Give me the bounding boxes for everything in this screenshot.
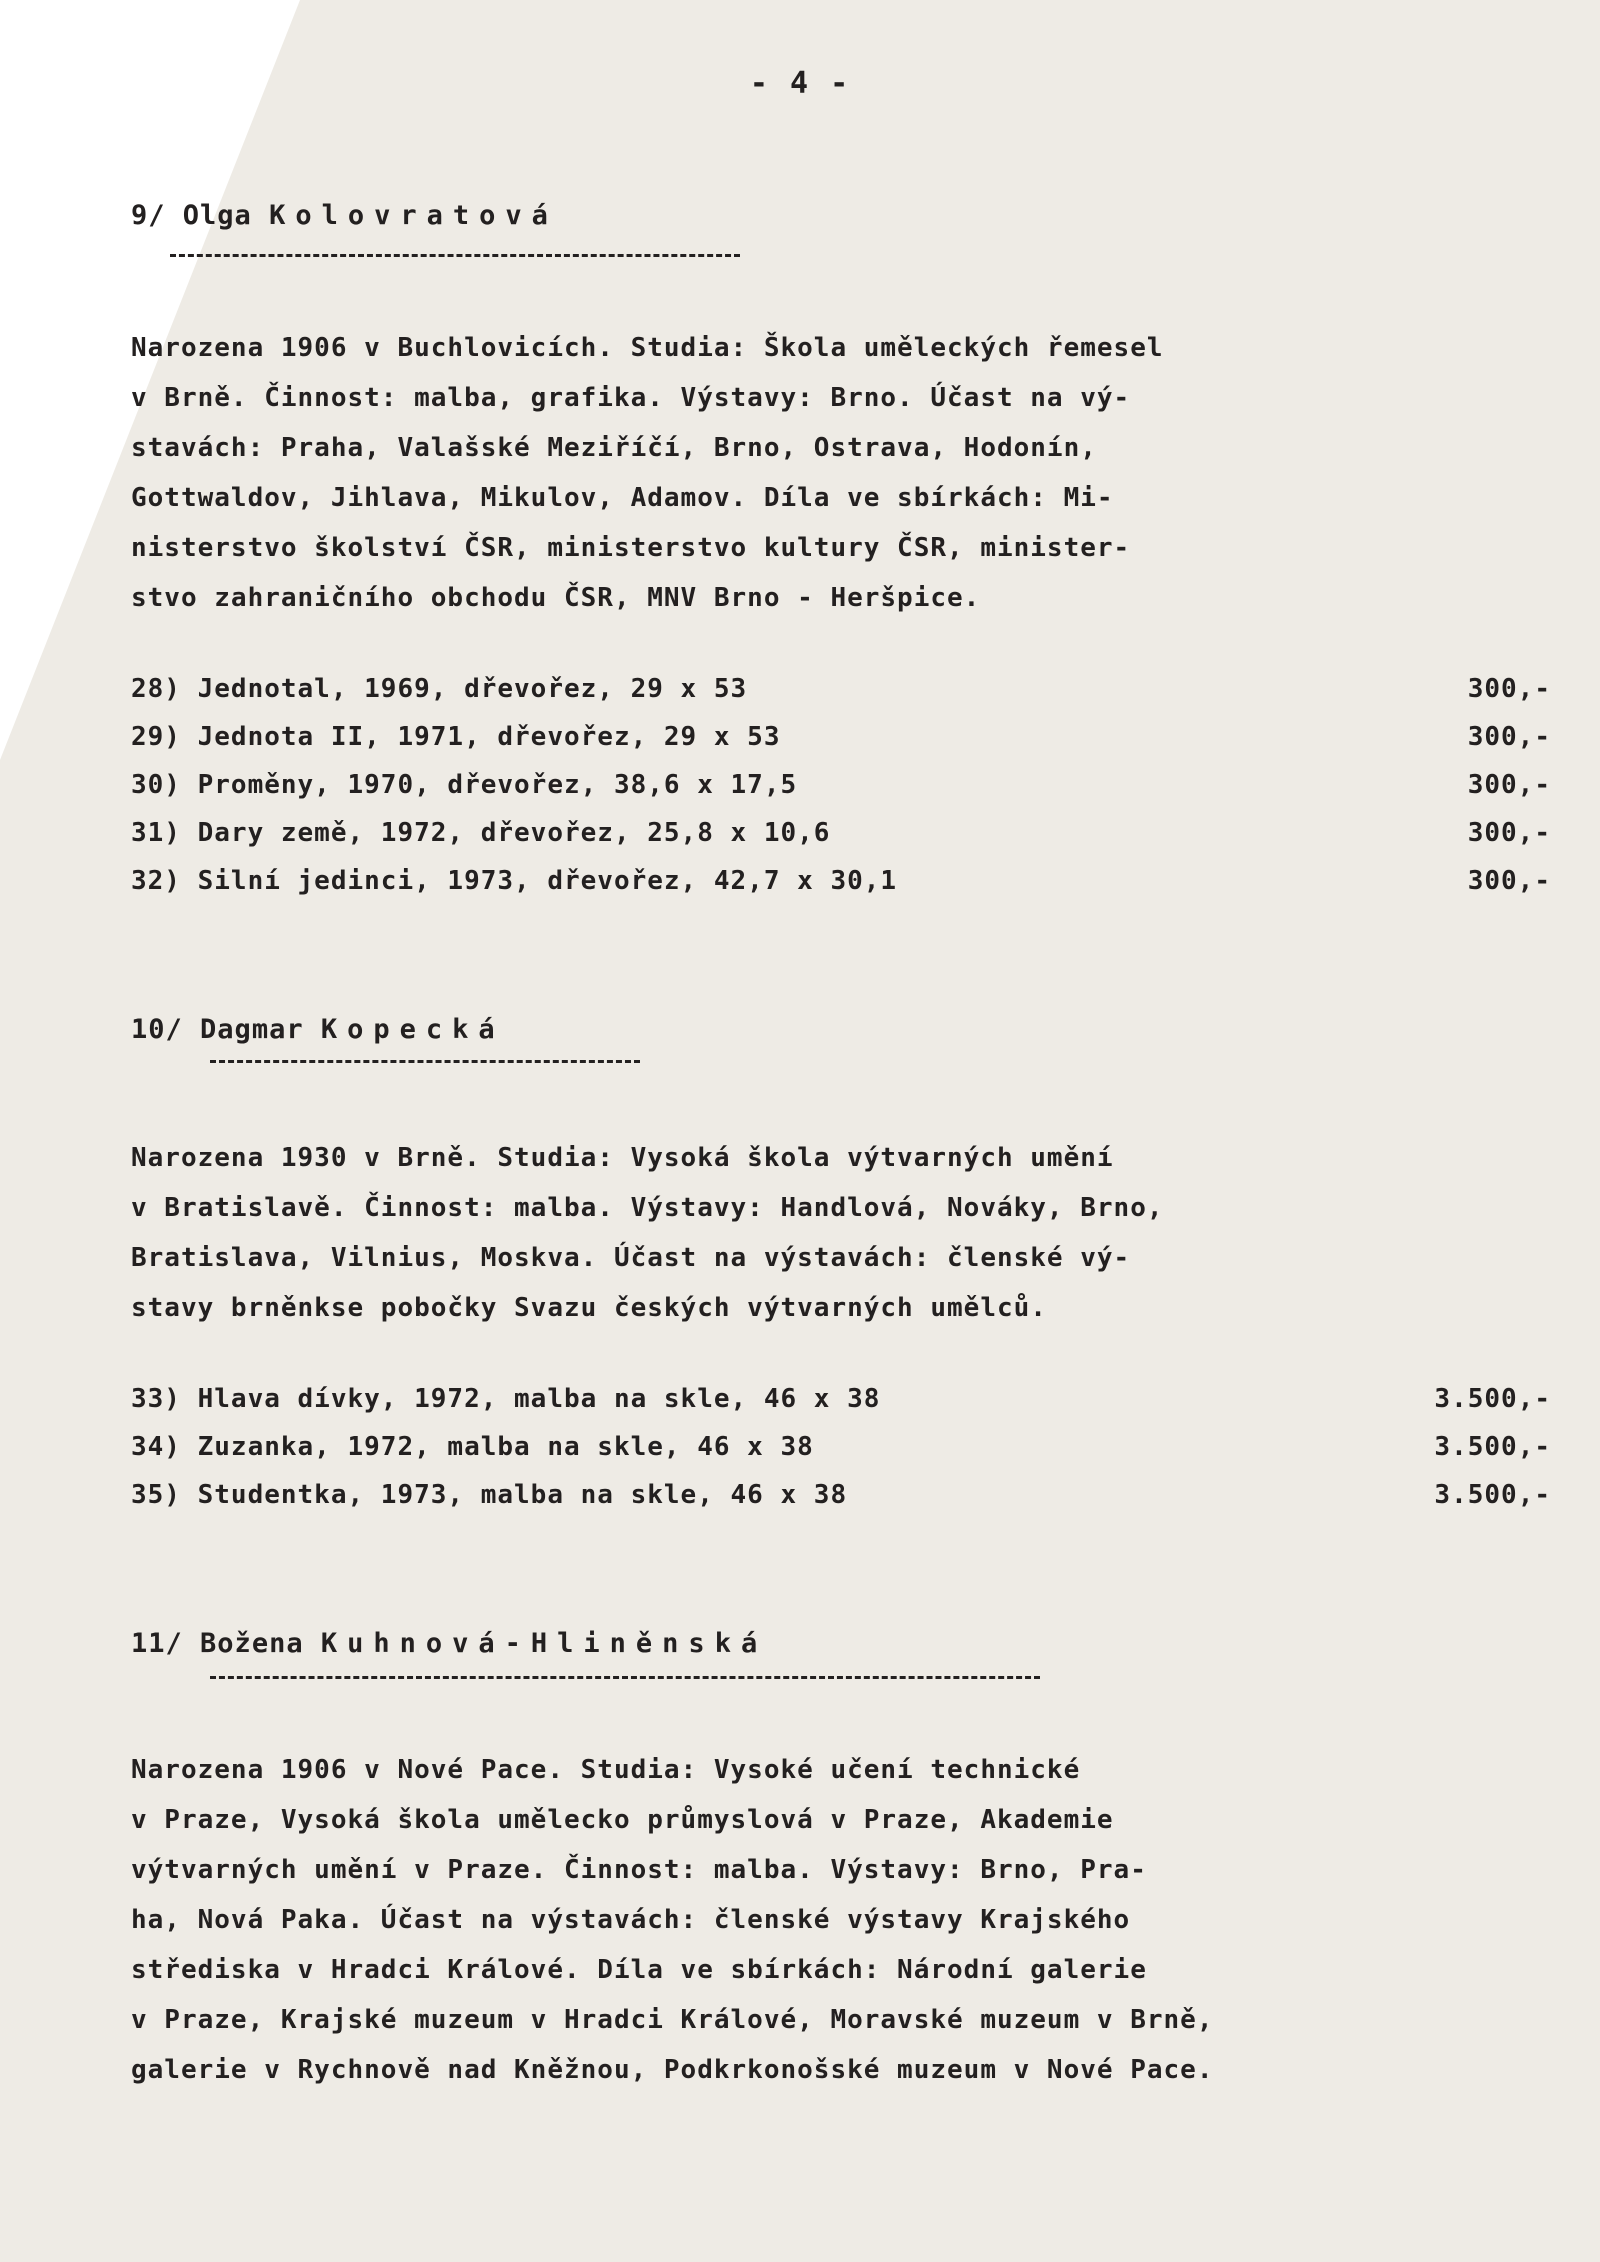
bio-line: v Praze, Vysoká škola umělecko průmyslová v Praze, Akademie [131,1805,1114,1835]
bio-line: výtvarných umění v Praze. Činnost: malba. Výstavy: Brno, Pra- [131,1855,1147,1885]
item-description: 29) Jednota II, 1971, dřevořez, 29 x 53 [131,722,781,752]
catalog-item [131,862,1551,900]
artist-surname: Kopecká [320,1014,505,1045]
item-price: 300,- [1467,866,1551,896]
bio-line: stvo zahraničního obchodu ČSR, MNV Brno - Heršpice. [131,583,981,613]
item-price: 300,- [1467,818,1551,848]
catalog-item [131,766,1551,804]
catalog-item [131,670,1551,708]
item-description: 35) Studentka, 1973, malba na skle, 46 x 38 [131,1480,848,1510]
bio-line: galerie v Rychnově nad Kněžnou, Podkrkonošské muzeum v Nové Pace. [131,2055,1214,2085]
item-description: 28) Jednotal, 1969, dřevořez, 29 x 53 [131,674,748,704]
bio-line: stavách: Praha, Valašské Meziříčí, Brno, Ostrava, Hodonín, [131,433,1097,463]
item-price: 300,- [1467,674,1551,704]
artist-surname: Kuhnová-Hliněnská [320,1628,768,1659]
bio-line: stavy brněnkse pobočky Svazu českých výtvarných umělců. [131,1293,1047,1323]
artist-surname: Kolovratová [269,200,558,231]
heading-underline [210,1676,1040,1679]
bio-line: Narozena 1906 v Nové Pace. Studia: Vysoké učení technické [131,1755,1081,1785]
section-number: 9/ [131,200,166,231]
item-description: 31) Dary země, 1972, dřevořez, 25,8 x 10,6 [131,818,831,848]
catalog-item [131,1428,1551,1466]
catalog-item [131,718,1551,756]
bio-line: Gottwaldov, Jihlava, Mikulov, Adamov. Díla ve sbírkách: Mi- [131,483,1114,513]
bio-line: střediska v Hradci Králové. Díla ve sbírkách: Národní galerie [131,1955,1147,1985]
item-description: 30) Proměny, 1970, dřevořez, 38,6 x 17,5 [131,770,798,800]
item-description: 34) Zuzanka, 1972, malba na skle, 46 x 38 [131,1432,814,1462]
section-number: 11/ [131,1628,183,1659]
bio-line: v Praze, Krajské muzeum v Hradci Králové, Moravské muzeum v Brně, [131,2005,1214,2035]
section-number: 10/ [131,1014,183,1045]
bio-line: v Brně. Činnost: malba, grafika. Výstavy: Brno. Účast na vý- [131,383,1131,413]
catalog-item [131,1476,1551,1514]
bio-line: v Bratislavě. Činnost: malba. Výstavy: Handlová, Nováky, Brno, [131,1193,1164,1223]
artist-first-name: Božena [200,1628,304,1659]
bio-line: Narozena 1906 v Buchlovicích. Studia: Škola uměleckých řemesel [131,333,1164,363]
item-price: 300,- [1467,770,1551,800]
bio-line: Narozena 1930 v Brně. Studia: Vysoká škola výtvarných umění [131,1143,1114,1173]
section-heading [131,1626,767,1662]
bio-line: ha, Nová Paka. Účast na výstavách: členské výstavy Krajského [131,1905,1131,1935]
item-price: 3.500,- [1434,1432,1551,1462]
item-description: 32) Silní jedinci, 1973, dřevořez, 42,7 x 30,1 [131,866,898,896]
section-heading [131,1012,505,1048]
bio-line: Bratislava, Vilnius, Moskva. Účast na výstavách: členské vý- [131,1243,1131,1273]
heading-underline [170,254,740,257]
item-price: 3.500,- [1434,1480,1551,1510]
bio-line: nisterstvo školství ČSR, ministerstvo kultury ČSR, minister- [131,533,1131,563]
heading-underline [210,1060,640,1063]
item-price: 3.500,- [1434,1384,1551,1414]
item-price: 300,- [1467,722,1551,752]
page-number: - 4 - [749,66,851,101]
item-description: 33) Hlava dívky, 1972, malba na skle, 46 x 38 [131,1384,881,1414]
artist-first-name: Olga [182,200,252,231]
catalog-item [131,1380,1551,1418]
section-heading [131,198,558,234]
artist-first-name: Dagmar [200,1014,304,1045]
catalog-item [131,814,1551,852]
